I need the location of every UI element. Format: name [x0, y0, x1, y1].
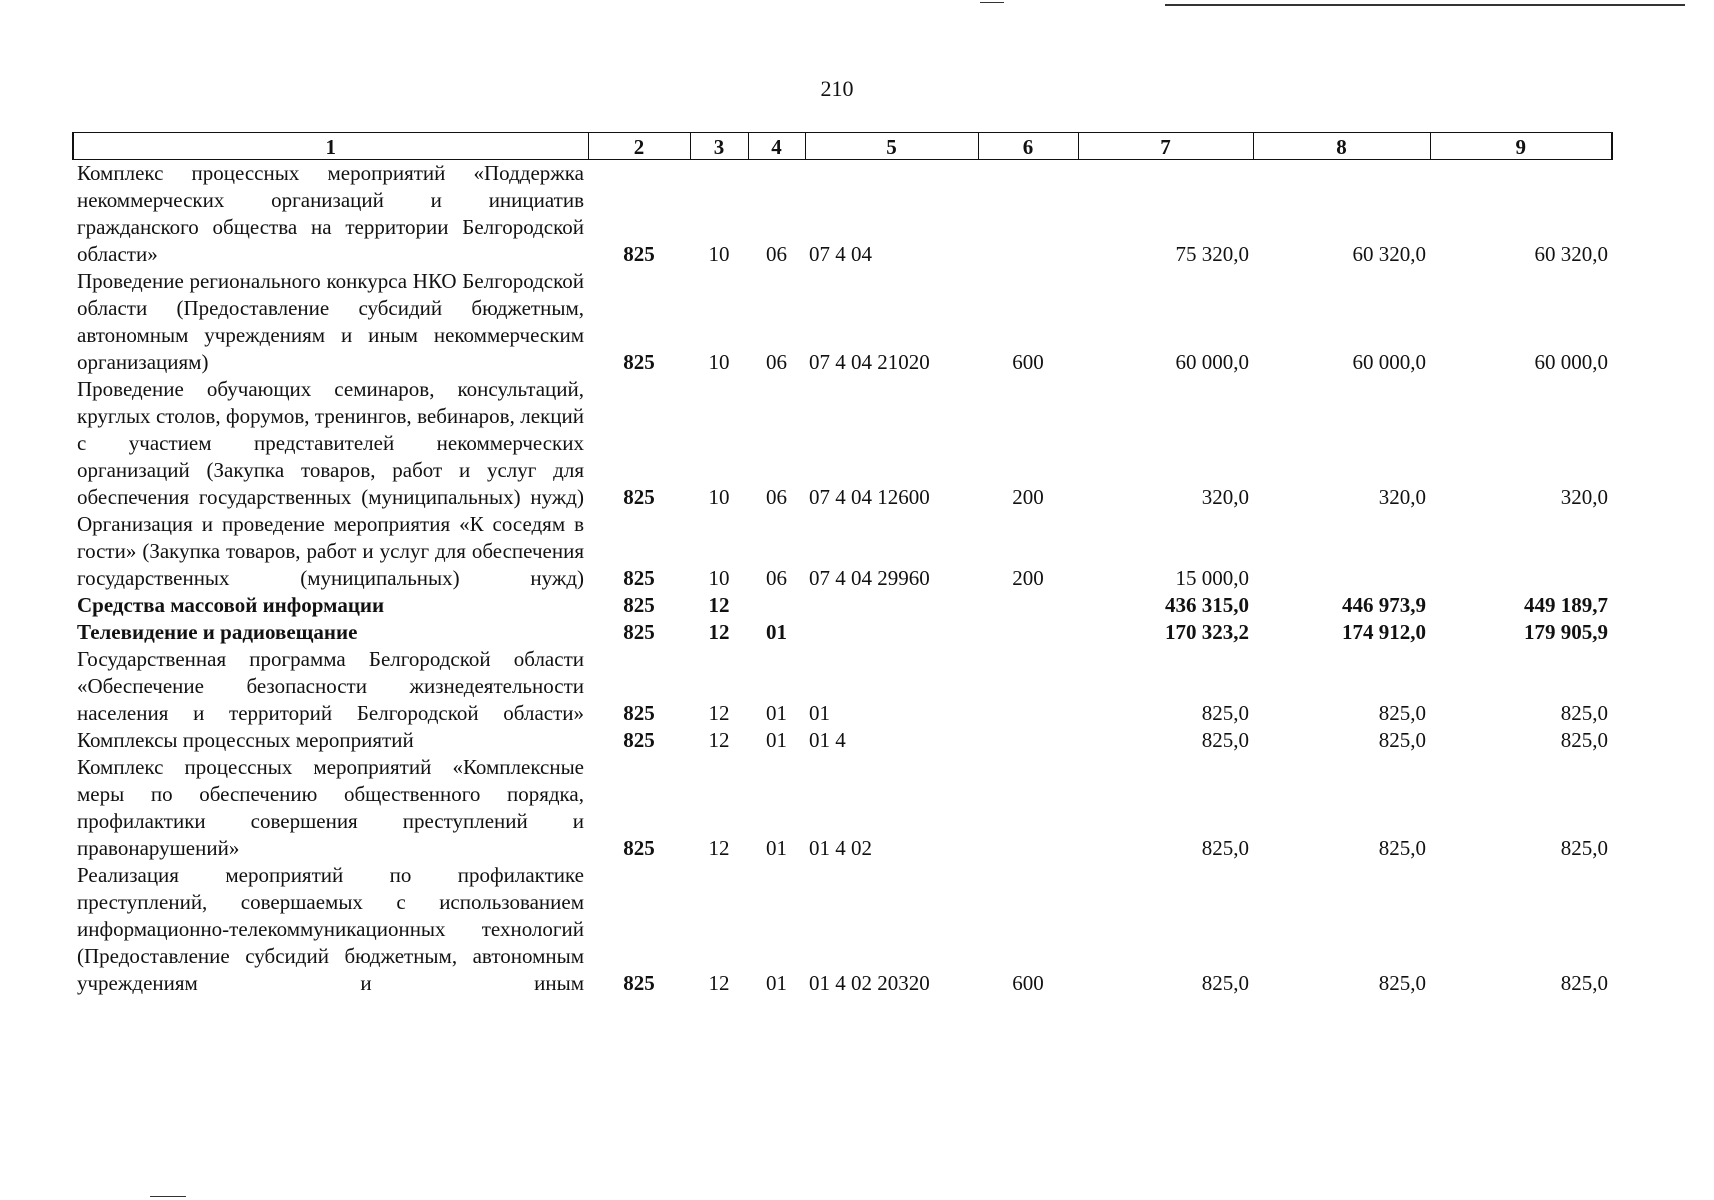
cell-target-article: 07 4 04 12600 — [809, 485, 930, 509]
cell-section: 12 — [708, 593, 730, 617]
cell-amount-year-1: 825,0 — [1201, 971, 1249, 995]
cell-amount-year-1: 825,0 — [1201, 728, 1249, 752]
cell-amount-year-3: 825,0 — [1560, 728, 1608, 752]
cell-amount-year-1: 15 000,0 — [1175, 566, 1249, 590]
column-header-9: 9 — [1430, 133, 1612, 160]
cell-expense-type: 200 — [1012, 566, 1044, 590]
cell-subsection: 01 — [766, 620, 787, 644]
row-name: Средства массовой информации — [77, 593, 385, 617]
cell-amount-year-3: 825,0 — [1560, 836, 1608, 860]
cell-subsection: 06 — [766, 566, 787, 590]
row-name: Комплекс процессных мероприятий «Комплексные меры по обеспечению общественного порядка, профилактики совершения преступлений и правонарушений» — [77, 755, 584, 860]
cell-subsection — [748, 592, 805, 619]
cell-amount-year-2: 825,0 — [1378, 728, 1426, 752]
table-row — [73, 862, 1612, 997]
cell-amount-year-1: 320,0 — [1201, 485, 1249, 509]
cell-amount-year-2: 825,0 — [1378, 701, 1426, 725]
cell-subsection: 01 — [766, 971, 787, 995]
cell-amount-year-2: 446 973,9 — [1342, 593, 1426, 617]
cell-section: 12 — [708, 971, 730, 995]
header-row — [73, 133, 1612, 160]
cell-subsection: 06 — [766, 242, 787, 266]
row-name: Телевидение и радиовещание — [77, 620, 358, 644]
cell-section: 10 — [708, 566, 730, 590]
table-row — [73, 592, 1612, 619]
cell-target-article: 07 4 04 — [809, 242, 872, 266]
cell-ministry-code: 825 — [623, 485, 655, 509]
cell-ministry-code: 825 — [623, 701, 655, 725]
cell-expense-type — [978, 592, 1078, 619]
cell-amount-year-1: 60 000,0 — [1175, 350, 1249, 374]
cell-amount-year-3: 825,0 — [1560, 971, 1608, 995]
table-row — [73, 511, 1612, 592]
cell-target-article: 01 4 — [809, 728, 846, 752]
column-header-4: 4 — [748, 133, 805, 160]
cell-ministry-code: 825 — [623, 593, 655, 617]
cell-expense-type — [978, 619, 1078, 646]
column-header-5: 5 — [805, 133, 978, 160]
column-header-3: 3 — [690, 133, 748, 160]
cell-amount-year-1: 825,0 — [1201, 836, 1249, 860]
table-row — [73, 268, 1612, 376]
cell-expense-type: 600 — [1012, 971, 1044, 995]
column-header-7: 7 — [1078, 133, 1253, 160]
cell-amount-year-2 — [1253, 511, 1430, 592]
table-row — [73, 376, 1612, 511]
cell-expense-type — [978, 727, 1078, 754]
row-name: Проведение обучающих семинаров, консультаций, круглых столов, форумов, тренингов, вебинаров, лекций с участием представителей некоммерческих организаций (Закупка товаров, работ и услуг для обеспечения государственных (муниципальных) нужд) — [77, 377, 584, 509]
budget-table — [72, 132, 1613, 997]
cell-expense-type: 600 — [1012, 350, 1044, 374]
cell-subsection: 01 — [766, 701, 787, 725]
cell-ministry-code: 825 — [623, 728, 655, 752]
cell-subsection: 01 — [766, 836, 787, 860]
cell-amount-year-2: 174 912,0 — [1342, 620, 1426, 644]
row-name: Проведение регионального конкурса НКО Белгородской области (Предоставление субсидий бюджетным, автономным учреждениям и иным некоммерческим организациям) — [77, 269, 584, 374]
cell-expense-type — [978, 646, 1078, 727]
row-name: Реализация мероприятий по профилактике преступлений, совершаемых с использованием информационно-телекоммуникационных технологий (Предоставление субсидий бюджетным, автономным учреждениям и иным — [77, 863, 584, 995]
cell-amount-year-1: 75 320,0 — [1175, 242, 1249, 266]
table-row — [73, 160, 1612, 269]
cell-subsection: 06 — [766, 485, 787, 509]
cell-ministry-code: 825 — [623, 242, 655, 266]
row-name: Организация и проведение мероприятия «К соседям в гости» (Закупка товаров, работ и услуг для обеспечения государственных (муниципальных) нужд) — [77, 512, 584, 590]
cell-ministry-code: 825 — [623, 971, 655, 995]
column-header-6: 6 — [978, 133, 1078, 160]
cell-amount-year-2: 320,0 — [1378, 485, 1426, 509]
cell-section: 10 — [708, 242, 730, 266]
cell-amount-year-1: 170 323,2 — [1165, 620, 1249, 644]
cell-ministry-code: 825 — [623, 836, 655, 860]
cell-subsection: 06 — [766, 350, 787, 374]
page-number: 210 — [820, 76, 854, 101]
cell-section: 10 — [708, 485, 730, 509]
table-row — [73, 754, 1612, 862]
cell-ministry-code: 825 — [623, 566, 655, 590]
cell-target-article — [805, 592, 978, 619]
cell-target-article: 01 4 02 — [809, 836, 872, 860]
cell-amount-year-2: 60 000,0 — [1352, 350, 1426, 374]
cell-section: 12 — [708, 836, 730, 860]
row-name: Комплексы процессных мероприятий — [77, 728, 414, 752]
cell-expense-type — [978, 160, 1078, 269]
cell-target-article: 01 4 02 20320 — [809, 971, 930, 995]
row-name: Комплекс процессных мероприятий «Поддержка некоммерческих организаций и инициатив гражданского общества на территории Белгородской области» — [77, 161, 584, 266]
cell-amount-year-2: 825,0 — [1378, 971, 1426, 995]
cell-ministry-code: 825 — [623, 620, 655, 644]
cell-amount-year-1: 436 315,0 — [1165, 593, 1249, 617]
cell-section: 12 — [708, 701, 730, 725]
cell-amount-year-3: 60 320,0 — [1534, 242, 1608, 266]
row-name: Государственная программа Белгородской области «Обеспечение безопасности жизнедеятельности населения и территорий Белгородской области» — [77, 647, 584, 725]
column-header-8: 8 — [1253, 133, 1430, 160]
cell-amount-year-3: 320,0 — [1560, 485, 1608, 509]
cell-target-article — [805, 619, 978, 646]
column-header-2: 2 — [588, 133, 690, 160]
cell-subsection: 01 — [766, 728, 787, 752]
table-row — [73, 646, 1612, 727]
column-header-1: 1 — [73, 133, 588, 160]
scan-artifact-bottom — [150, 1196, 186, 1197]
cell-amount-year-2: 825,0 — [1378, 836, 1426, 860]
cell-amount-year-3: 449 189,7 — [1524, 593, 1608, 617]
cell-amount-year-3 — [1430, 511, 1612, 592]
cell-section: 12 — [708, 728, 730, 752]
table-row — [73, 619, 1612, 646]
cell-target-article: 07 4 04 29960 — [809, 566, 930, 590]
cell-section: 12 — [708, 620, 730, 644]
scan-artifact-top — [1165, 4, 1685, 6]
cell-ministry-code: 825 — [623, 350, 655, 374]
cell-target-article: 07 4 04 21020 — [809, 350, 930, 374]
cell-amount-year-3: 179 905,9 — [1524, 620, 1608, 644]
cell-amount-year-1: 825,0 — [1201, 701, 1249, 725]
cell-amount-year-3: 60 000,0 — [1534, 350, 1608, 374]
cell-amount-year-2: 60 320,0 — [1352, 242, 1426, 266]
cell-expense-type: 200 — [1012, 485, 1044, 509]
cell-section: 10 — [708, 350, 730, 374]
cell-target-article: 01 — [809, 701, 830, 725]
cell-amount-year-3: 825,0 — [1560, 701, 1608, 725]
cell-expense-type — [978, 754, 1078, 862]
scan-artifact-top-small — [980, 2, 1004, 3]
table-row — [73, 727, 1612, 754]
